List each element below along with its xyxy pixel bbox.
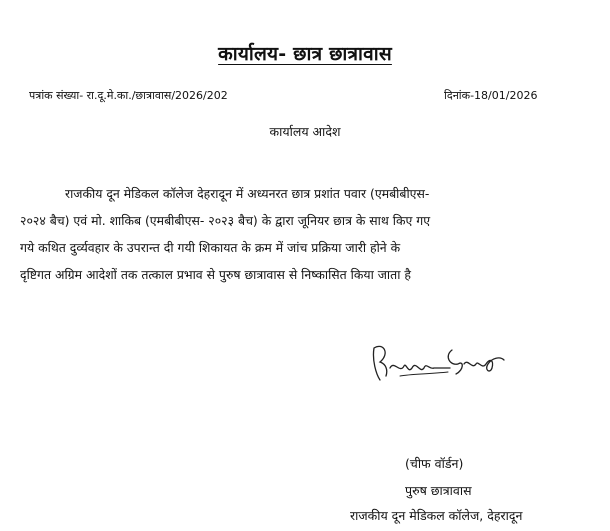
signature-drawing [360,330,510,390]
document-date: दिनांक-18/01/2026 [444,89,538,102]
signatory-department: पुरुष छात्रावास [405,483,472,498]
document-subject: कार्यालय आदेश [269,124,341,139]
signatory-institution: राजकीय दून मेडिकल कॉलेज, देहरादून [350,508,523,523]
signatory-role: (चीफ वॉर्डन) [405,456,464,471]
document-title: कार्यालय- छात्र छात्रावास [218,43,392,65]
body-line: राजकीय दून मेडिकल कॉलेज देहरादून में अध्यनरत छात्र प्रशांत पवार (एमबीबीएस- [65,186,430,201]
body-line: दृष्टिगत अग्रिम आदेशों तक तत्काल प्रभाव से पुरुष छात्रावास से निष्कासित किया जाता है [20,267,411,282]
body-line: गये कथित दुर्व्यवहार के उपरान्त दी गयी शिकायत के क्रम में जांच प्रक्रिया जारी होने के [20,240,401,255]
body-line: २०२४ बैच) एवं मो. शाकिब (एमबीबीएस- २०२३ बैच) के द्वारा जूनियर छात्र के साथ किए गए [20,213,431,228]
handwritten-signature [360,330,510,390]
order-body [20,180,580,288]
reference-number: पत्रांक संख्या- रा.दू.मे.का./छात्रावास/2026/202 [29,89,228,102]
